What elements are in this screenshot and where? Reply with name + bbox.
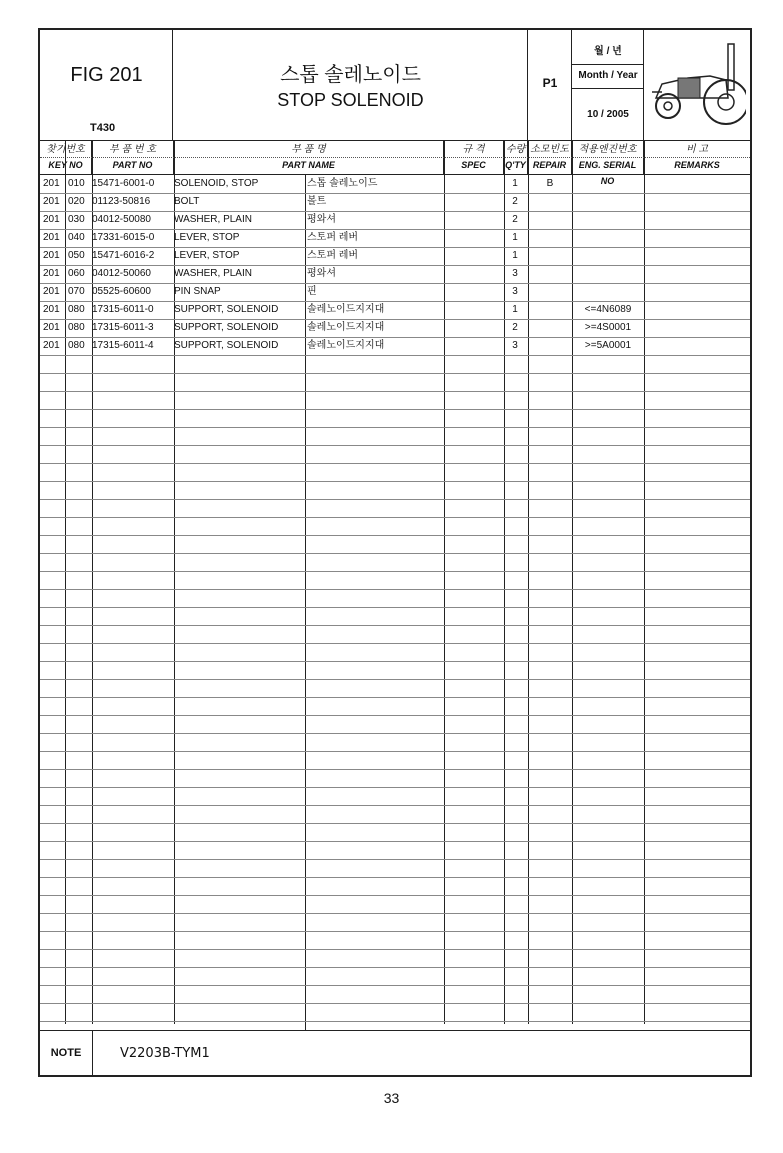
row-rule (40, 1003, 750, 1004)
cell-name-en: BOLT (174, 196, 200, 207)
row-rule (40, 913, 750, 914)
row-rule (40, 409, 750, 410)
col-part-no-ko: 부 품 번 호 (109, 144, 156, 155)
sheet-header (40, 30, 750, 141)
cell-repair: B (546, 178, 554, 189)
cell-eng: <=4N6089 (584, 304, 632, 315)
cell-name-ko: 솔레노이드지지대 (307, 322, 385, 333)
date-label-korean: 월 / 년 (572, 40, 644, 65)
title-english: STOP SOLENOID (277, 90, 424, 110)
row-rule (40, 895, 750, 896)
cell-qty: 3 (512, 286, 518, 297)
row-rule (40, 517, 750, 518)
row-rule (40, 571, 750, 572)
col-spec-en: SPEC (461, 160, 486, 170)
cell-name-en: SUPPORT, SOLENOID (174, 304, 279, 315)
cell-repair (528, 193, 572, 211)
cell-key1: 201 (43, 340, 60, 351)
table-row (40, 265, 750, 283)
cell-qty: 1 (512, 178, 518, 189)
row-rule (40, 715, 750, 716)
cell-eng: >=4S0001 (584, 322, 632, 333)
table-row (40, 211, 750, 229)
cell-eng (572, 247, 644, 265)
cell-repair (528, 229, 572, 247)
cell-key1: 201 (43, 304, 60, 315)
col-part-name-en: PART NAME (282, 160, 335, 170)
col-qty-en: Q'TY (505, 160, 526, 170)
row-rule (40, 679, 750, 680)
cell-name-en: WASHER, PLAIN (174, 268, 252, 279)
cell-key2: 040 (68, 232, 85, 243)
row-rule (40, 373, 750, 374)
col-part-no-en: PART NO (112, 160, 153, 170)
row-rule (40, 445, 750, 446)
cell-key2: 010 (68, 178, 85, 189)
row-rule (40, 463, 750, 464)
cell-key1: 201 (43, 214, 60, 225)
note-label: NOTE (40, 1031, 93, 1076)
row-rule (40, 697, 750, 698)
table-row (40, 247, 750, 265)
cell-part-no: 01123-50816 (92, 196, 151, 207)
fig-cell (40, 30, 173, 140)
note-value: V2203B-TYM1 (120, 1046, 210, 1061)
row-rule (40, 355, 750, 356)
cell-name-ko: 볼트 (307, 196, 327, 207)
cell-qty: 2 (512, 214, 518, 225)
row-rule (40, 805, 750, 806)
cell-part-no: 15471-6016-2 (92, 250, 155, 261)
cell-name-ko: 평와셔 (307, 214, 336, 225)
row-rule (40, 481, 750, 482)
row-rule (40, 751, 750, 752)
cell-qty: 3 (512, 268, 518, 279)
cell-qty: 1 (512, 304, 518, 315)
table-row (40, 193, 750, 211)
row-rule (40, 985, 750, 986)
row-rule (40, 931, 750, 932)
date-label-english: Month / Year (578, 70, 638, 81)
cell-name-en: LEVER, STOP (174, 250, 240, 261)
date-value: 10 / 2005 (572, 88, 644, 141)
col-key-no-ko: 찾기번호 (46, 144, 85, 155)
cell-eng (572, 211, 644, 229)
tractor-icon (648, 40, 746, 128)
cell-eng (572, 265, 644, 283)
cell-key2: 060 (68, 268, 85, 279)
cell-repair (528, 319, 572, 337)
cell-eng (572, 175, 644, 193)
cell-eng (572, 283, 644, 301)
row-rule (40, 769, 750, 770)
cell-key2: 030 (68, 214, 85, 225)
row-rule (40, 841, 750, 842)
col-remarks-ko: 비 고 (685, 144, 709, 155)
row-rule (40, 391, 750, 392)
cell-qty: 1 (512, 232, 518, 243)
cell-qty: 2 (512, 322, 518, 333)
cell-name-ko: 솔레노이드지지대 (307, 340, 385, 351)
table-row (40, 301, 750, 319)
cell-part-no: 17331-6015-0 (92, 232, 155, 243)
cell-name-ko: 스토퍼 레버 (307, 232, 359, 243)
cell-qty: 2 (512, 196, 518, 207)
cell-part-no: 05525-60600 (92, 286, 151, 297)
col-part-name-ko: 부 품 명 (291, 144, 326, 155)
cell-qty: 3 (512, 340, 518, 351)
row-rule (40, 733, 750, 734)
cell-key1: 201 (43, 250, 60, 261)
cell-name-en: SUPPORT, SOLENOID (174, 322, 279, 333)
table-row (40, 175, 750, 193)
cell-key1: 201 (43, 178, 60, 189)
cell-eng (572, 193, 644, 211)
cell-name-ko: 핀 (307, 286, 317, 297)
date-cell (572, 30, 644, 140)
cell-name-en: WASHER, PLAIN (174, 214, 252, 225)
cell-key1: 201 (43, 196, 60, 207)
table-row (40, 319, 750, 337)
cell-key2: 020 (68, 196, 85, 207)
page-label: P1 (542, 76, 558, 90)
cell-name-en: LEVER, STOP (174, 232, 240, 243)
col-eng-serial-en: ENG. SERIAL NO (578, 160, 637, 186)
cell-repair (528, 301, 572, 319)
col-spec-ko: 규 격 (462, 144, 485, 155)
title-korean: 스톱 솔레노이드 (280, 64, 421, 86)
row-rule (40, 949, 750, 950)
cell-eng (572, 229, 644, 247)
cell-part-no: 04012-50080 (92, 214, 151, 225)
title-cell (173, 30, 528, 140)
image-cell (644, 30, 750, 140)
table-row (40, 337, 750, 355)
cell-name-ko: 평와셔 (307, 268, 336, 279)
row-rule (40, 859, 750, 860)
row-rule (40, 607, 750, 608)
col-key-no-en: KEY NO (48, 160, 83, 170)
cell-key2: 080 (68, 304, 85, 315)
row-rule (40, 643, 750, 644)
cell-name-ko: 스톱 솔레노이드 (307, 178, 378, 189)
cell-repair (528, 247, 572, 265)
col-repair-en: REPAIR (532, 160, 567, 170)
cell-name-en: PIN SNAP (174, 286, 221, 297)
row-rule (40, 589, 750, 590)
parts-sheet (38, 28, 752, 1077)
row-rule (40, 625, 750, 626)
row-rule (40, 499, 750, 500)
cell-repair (528, 337, 572, 355)
row-rule (40, 787, 750, 788)
table-row (40, 229, 750, 247)
cell-name-ko: 스토퍼 레버 (307, 250, 359, 261)
row-rule (40, 877, 750, 878)
cell-name-en: SUPPORT, SOLENOID (174, 340, 279, 351)
cell-qty: 1 (512, 250, 518, 261)
col-repair-ko: 소모빈도 (530, 144, 569, 155)
cell-part-no: 15471-6001-0 (92, 178, 155, 189)
row-rule (40, 823, 750, 824)
cell-part-no: 04012-50060 (92, 268, 151, 279)
row-rule (40, 427, 750, 428)
cell-repair (528, 283, 572, 301)
cell-name-en: SOLENOID, STOP (174, 178, 259, 189)
table-row (40, 283, 750, 301)
cell-name-ko: 솔레노이드지지대 (307, 304, 385, 315)
cell-key2: 080 (68, 340, 85, 351)
cell-key2: 080 (68, 322, 85, 333)
cell-repair (528, 211, 572, 229)
cell-part-no: 17315-6011-4 (92, 340, 154, 351)
row-rule (40, 661, 750, 662)
cell-part-no: 17315-6011-3 (92, 322, 154, 333)
row-rule (40, 967, 750, 968)
fig-number: FIG 201 (70, 64, 143, 86)
col-remarks-en: REMARKS (674, 160, 720, 170)
cell-key2: 070 (68, 286, 85, 297)
cell-key1: 201 (43, 268, 60, 279)
row-rule (40, 535, 750, 536)
cell-eng: >=5A0001 (584, 340, 632, 351)
cell-part-no: 17315-6011-0 (92, 304, 154, 315)
col-qty-ko: 수량 (505, 144, 526, 155)
page-number: 33 (383, 1090, 400, 1106)
row-rule (40, 553, 750, 554)
note-section (40, 1030, 750, 1076)
cell-key1: 201 (43, 322, 60, 333)
cell-key1: 201 (43, 232, 60, 243)
cell-key1: 201 (43, 286, 60, 297)
page-cell (528, 30, 572, 140)
cell-key2: 050 (68, 250, 85, 261)
col-eng-serial-ko: 적용엔진번호 (578, 144, 637, 155)
row-rule (40, 1021, 750, 1022)
cell-repair (528, 265, 572, 283)
model-name: T430 (90, 122, 116, 134)
